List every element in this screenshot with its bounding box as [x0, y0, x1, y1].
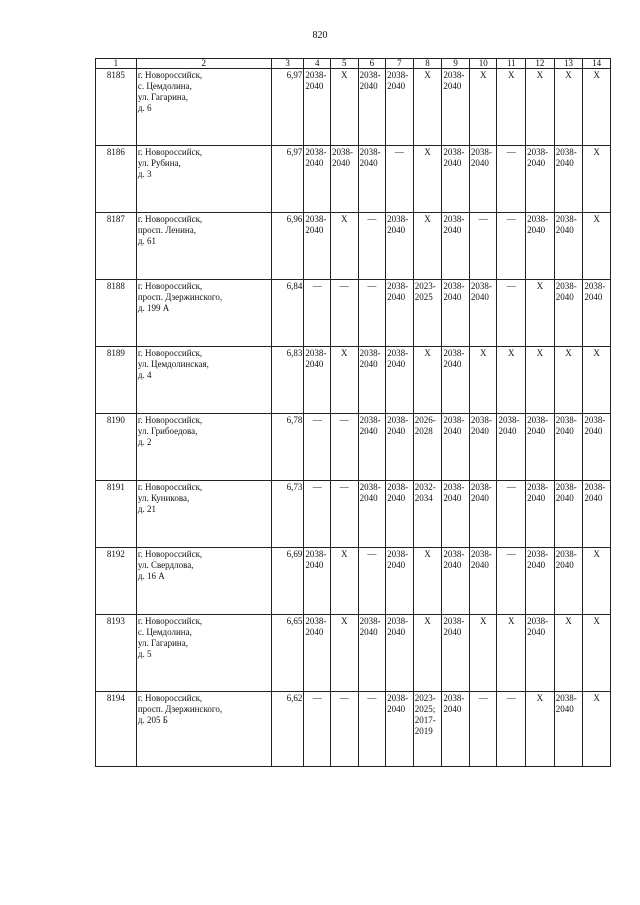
- period-cell-col-5: —: [330, 414, 358, 481]
- period-cell-col-9: 2038-2040: [442, 69, 470, 146]
- index-value: 6,84: [271, 280, 304, 347]
- period-cell-col-4: 2038-2040: [304, 347, 331, 414]
- table-row: [96, 69, 611, 146]
- address-cell: [136, 69, 271, 146]
- period-cell-col-5: X: [330, 69, 358, 146]
- address-line: г. Новороссийск,: [137, 281, 203, 291]
- period-cell-col-10: —: [469, 213, 497, 280]
- address-line: г. Новороссийск,: [137, 415, 203, 425]
- address-line: г. Новороссийск,: [137, 214, 203, 224]
- period-cell-col-6: 2038-2040: [358, 481, 386, 548]
- table-body: [96, 69, 611, 767]
- period-cell-col-14: X: [583, 213, 611, 280]
- column-header-8: 8: [413, 59, 442, 69]
- period-cell-col-8: X: [413, 347, 442, 414]
- period-cell-col-12: 2038-2040: [526, 146, 555, 213]
- address-line: г. Новороссийск,: [137, 348, 203, 358]
- period-cell-col-7: 2038-2040: [386, 692, 414, 767]
- period-cell-col-4: —: [304, 280, 331, 347]
- period-cell-col-8: 2023-2025; 2017-2019: [413, 692, 442, 767]
- row-number: 8193: [96, 615, 137, 692]
- index-value: 6,83: [271, 347, 304, 414]
- period-cell-col-4: —: [304, 692, 331, 767]
- period-cell-col-5: —: [330, 692, 358, 767]
- row-number: 8189: [96, 347, 137, 414]
- header-row: [96, 59, 611, 69]
- address-line: ул. Гагарина,: [137, 92, 188, 102]
- period-cell-col-13: 2038-2040: [554, 280, 583, 347]
- column-header-1: 1: [96, 59, 137, 69]
- column-header-13: 13: [554, 59, 583, 69]
- address-line: ул. Грибоедова,: [137, 426, 198, 436]
- period-cell-col-8: X: [413, 213, 442, 280]
- period-cell-col-12: 2038-2040: [526, 213, 555, 280]
- table-row: [96, 347, 611, 414]
- period-cell-col-12: 2038-2040: [526, 481, 555, 548]
- address-cell: [136, 548, 271, 615]
- period-cell-col-6: —: [358, 280, 386, 347]
- address-cell: [136, 414, 271, 481]
- address-line: г. Новороссийск,: [137, 147, 203, 157]
- period-cell-col-6: —: [358, 548, 386, 615]
- register-table: [95, 58, 611, 767]
- address-line: просп. Дзержинского,: [137, 292, 223, 302]
- address-cell: [136, 146, 271, 213]
- period-cell-col-8: 2032-2034: [413, 481, 442, 548]
- index-value: 6,97: [271, 69, 304, 146]
- period-cell-col-10: 2038-2040: [469, 280, 497, 347]
- address-line: просп. Ленина,: [137, 225, 196, 235]
- address-line: д. 21: [137, 504, 156, 514]
- period-cell-col-7: 2038-2040: [386, 481, 414, 548]
- period-cell-col-14: X: [583, 548, 611, 615]
- column-header-5: 5: [330, 59, 358, 69]
- period-cell-col-7: 2038-2040: [386, 280, 414, 347]
- period-cell-col-7: —: [386, 146, 414, 213]
- period-cell-col-12: X: [526, 280, 555, 347]
- period-cell-col-4: 2038-2040: [304, 69, 331, 146]
- page-number: 820: [312, 30, 328, 41]
- address-line: ул. Цемдолинская,: [137, 359, 209, 369]
- period-cell-col-11: —: [497, 692, 526, 767]
- address-cell: [136, 347, 271, 414]
- address-line: г. Новороссийск,: [137, 549, 203, 559]
- period-cell-col-12: X: [526, 69, 555, 146]
- address-line: д. 3: [137, 169, 152, 179]
- period-cell-col-9: 2038-2040: [442, 146, 470, 213]
- period-cell-col-5: X: [330, 347, 358, 414]
- row-number: 8191: [96, 481, 137, 548]
- period-cell-col-8: X: [413, 615, 442, 692]
- period-cell-col-11: —: [497, 280, 526, 347]
- address-line: просп. Дзержинского,: [137, 704, 223, 714]
- period-cell-col-5: —: [330, 280, 358, 347]
- index-value: 6,96: [271, 213, 304, 280]
- period-cell-col-14: X: [583, 347, 611, 414]
- period-cell-col-6: —: [358, 213, 386, 280]
- period-cell-col-12: X: [526, 347, 555, 414]
- period-cell-col-4: 2038-2040: [304, 548, 331, 615]
- period-cell-col-6: 2038-2040: [358, 347, 386, 414]
- period-cell-col-5: 2038-2040: [330, 146, 358, 213]
- row-number: 8186: [96, 146, 137, 213]
- address-line: г. Новороссийск,: [137, 693, 203, 703]
- row-number: 8190: [96, 414, 137, 481]
- column-header-3: 3: [271, 59, 304, 69]
- address-line: г. Новороссийск,: [137, 70, 203, 80]
- period-cell-col-8: X: [413, 69, 442, 146]
- period-cell-col-13: 2038-2040: [554, 146, 583, 213]
- period-cell-col-14: X: [583, 615, 611, 692]
- row-number: 8188: [96, 280, 137, 347]
- table-row: [96, 414, 611, 481]
- period-cell-col-9: 2038-2040: [442, 347, 470, 414]
- period-cell-col-5: X: [330, 615, 358, 692]
- period-cell-col-11: —: [497, 548, 526, 615]
- address-line: г. Новороссийск,: [137, 482, 203, 492]
- index-value: 6,97: [271, 146, 304, 213]
- period-cell-col-13: X: [554, 347, 583, 414]
- period-cell-col-8: 2026-2028: [413, 414, 442, 481]
- row-number: 8187: [96, 213, 137, 280]
- table-row: [96, 280, 611, 347]
- address-line: д. 16 А: [137, 571, 165, 581]
- period-cell-col-7: 2038-2040: [386, 69, 414, 146]
- index-value: 6,62: [271, 692, 304, 767]
- address-line: д. 61: [137, 236, 156, 246]
- period-cell-col-13: 2038-2040: [554, 213, 583, 280]
- period-cell-col-10: —: [469, 692, 497, 767]
- address-line: ул. Свердлова,: [137, 560, 194, 570]
- period-cell-col-5: X: [330, 548, 358, 615]
- period-cell-col-6: 2038-2040: [358, 615, 386, 692]
- column-header-7: 7: [386, 59, 414, 69]
- period-cell-col-10: 2038-2040: [469, 481, 497, 548]
- period-cell-col-11: X: [497, 69, 526, 146]
- table-row: [96, 692, 611, 767]
- period-cell-col-13: 2038-2040: [554, 548, 583, 615]
- address-line: д. 205 Б: [137, 715, 168, 725]
- index-value: 6,73: [271, 481, 304, 548]
- index-value: 6,65: [271, 615, 304, 692]
- period-cell-col-6: 2038-2040: [358, 146, 386, 213]
- period-cell-col-11: X: [497, 615, 526, 692]
- period-cell-col-4: 2038-2040: [304, 615, 331, 692]
- period-cell-col-14: 2038-2040: [583, 414, 611, 481]
- period-cell-col-7: 2038-2040: [386, 548, 414, 615]
- period-cell-col-10: X: [469, 615, 497, 692]
- column-header-9: 9: [442, 59, 470, 69]
- table-row: [96, 481, 611, 548]
- period-cell-col-12: 2038-2040: [526, 615, 555, 692]
- period-cell-col-10: 2038-2040: [469, 146, 497, 213]
- period-cell-col-12: X: [526, 692, 555, 767]
- address-cell: [136, 280, 271, 347]
- column-header-14: 14: [583, 59, 611, 69]
- table-row: [96, 548, 611, 615]
- period-cell-col-14: X: [583, 692, 611, 767]
- period-cell-col-9: 2038-2040: [442, 213, 470, 280]
- column-header-6: 6: [358, 59, 386, 69]
- table-row: [96, 213, 611, 280]
- column-header-4: 4: [304, 59, 331, 69]
- period-cell-col-9: 2038-2040: [442, 548, 470, 615]
- address-line: с. Цемдолина,: [137, 627, 192, 637]
- address-cell: [136, 481, 271, 548]
- period-cell-col-13: 2038-2040: [554, 481, 583, 548]
- period-cell-col-10: X: [469, 347, 497, 414]
- address-line: ул. Рубина,: [137, 158, 181, 168]
- period-cell-col-8: X: [413, 548, 442, 615]
- period-cell-col-5: X: [330, 213, 358, 280]
- address-cell: [136, 213, 271, 280]
- period-cell-col-9: 2038-2040: [442, 692, 470, 767]
- period-cell-col-13: 2038-2040: [554, 692, 583, 767]
- address-line: ул. Куникова,: [137, 493, 190, 503]
- period-cell-col-7: 2038-2040: [386, 414, 414, 481]
- period-cell-col-5: —: [330, 481, 358, 548]
- period-cell-col-14: 2038-2040: [583, 280, 611, 347]
- period-cell-col-6: 2038-2040: [358, 69, 386, 146]
- period-cell-col-12: 2038-2040: [526, 548, 555, 615]
- period-cell-col-7: 2038-2040: [386, 213, 414, 280]
- period-cell-col-9: 2038-2040: [442, 615, 470, 692]
- period-cell-col-4: —: [304, 481, 331, 548]
- period-cell-col-11: 2038-2040: [497, 414, 526, 481]
- address-line: д. 199 А: [137, 303, 170, 313]
- period-cell-col-8: X: [413, 146, 442, 213]
- period-cell-col-14: X: [583, 69, 611, 146]
- period-cell-col-14: X: [583, 146, 611, 213]
- index-value: 6,78: [271, 414, 304, 481]
- period-cell-col-10: 2038-2040: [469, 548, 497, 615]
- column-header-12: 12: [526, 59, 555, 69]
- period-cell-col-11: —: [497, 146, 526, 213]
- address-cell: [136, 615, 271, 692]
- row-number: 8192: [96, 548, 137, 615]
- period-cell-col-4: —: [304, 414, 331, 481]
- period-cell-col-10: 2038-2040: [469, 414, 497, 481]
- period-cell-col-11: —: [497, 213, 526, 280]
- period-cell-col-7: 2038-2040: [386, 347, 414, 414]
- period-cell-col-11: —: [497, 481, 526, 548]
- period-cell-col-13: 2038-2040: [554, 414, 583, 481]
- address-line: ул. Гагарина,: [137, 638, 188, 648]
- index-value: 6,69: [271, 548, 304, 615]
- period-cell-col-4: 2038-2040: [304, 213, 331, 280]
- period-cell-col-10: X: [469, 69, 497, 146]
- period-cell-col-9: 2038-2040: [442, 481, 470, 548]
- row-number: 8194: [96, 692, 137, 767]
- table-row: [96, 146, 611, 213]
- address-line: д. 4: [137, 370, 152, 380]
- period-cell-col-13: X: [554, 615, 583, 692]
- period-cell-col-7: 2038-2040: [386, 615, 414, 692]
- period-cell-col-11: X: [497, 347, 526, 414]
- period-cell-col-13: X: [554, 69, 583, 146]
- period-cell-col-4: 2038-2040: [304, 146, 331, 213]
- address-line: д. 5: [137, 649, 152, 659]
- column-header-2: 2: [136, 59, 271, 69]
- period-cell-col-9: 2038-2040: [442, 280, 470, 347]
- address-line: д. 6: [137, 103, 152, 113]
- address-line: с. Цемдолина,: [137, 81, 192, 91]
- address-line: д. 2: [137, 437, 152, 447]
- period-cell-col-9: 2038-2040: [442, 414, 470, 481]
- period-cell-col-8: 2023-2025: [413, 280, 442, 347]
- row-number: 8185: [96, 69, 137, 146]
- period-cell-col-12: 2038-2040: [526, 414, 555, 481]
- table-row: [96, 615, 611, 692]
- period-cell-col-6: —: [358, 692, 386, 767]
- address-line: г. Новороссийск,: [137, 616, 203, 626]
- column-header-11: 11: [497, 59, 526, 69]
- period-cell-col-6: 2038-2040: [358, 414, 386, 481]
- column-header-10: 10: [469, 59, 497, 69]
- period-cell-col-14: 2038-2040: [583, 481, 611, 548]
- address-cell: [136, 692, 271, 767]
